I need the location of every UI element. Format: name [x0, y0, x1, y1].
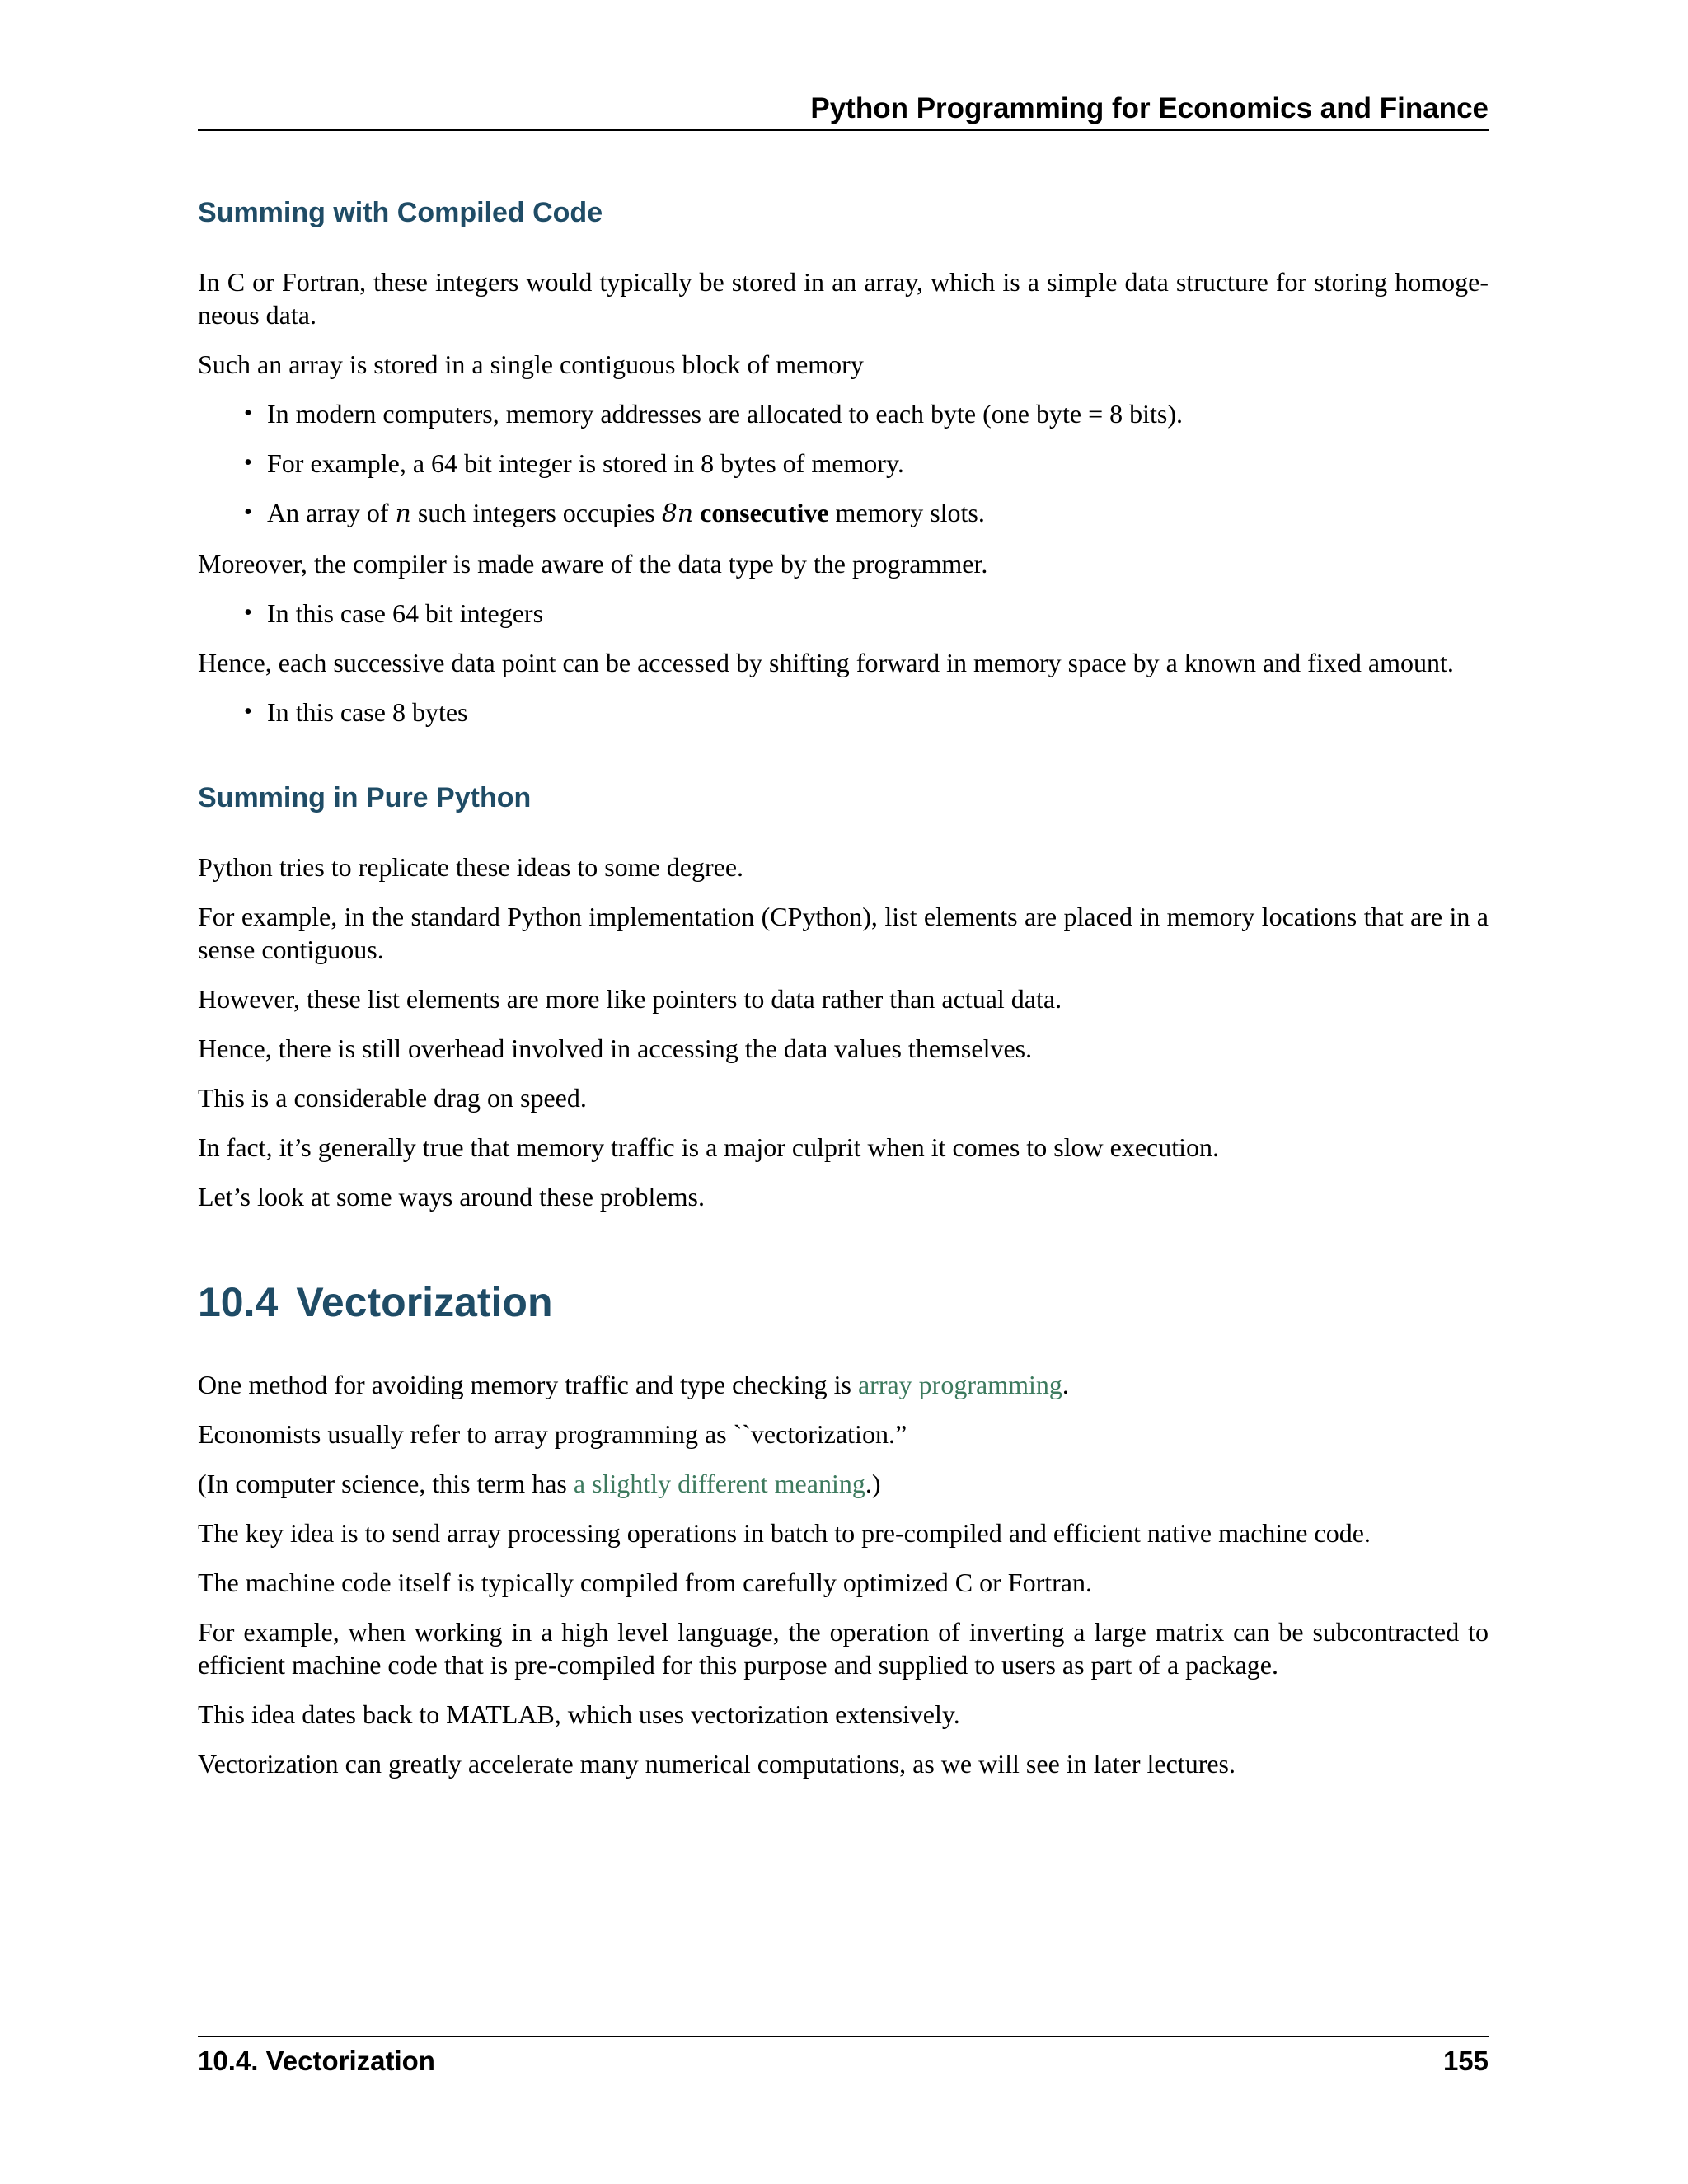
paragraph: Let’s look at some ways around these problems.	[198, 1182, 705, 1212]
footer-rule	[198, 2036, 1489, 2037]
subsection-heading-compiled: Summing with Compiled Code	[198, 197, 603, 228]
math-var-8n: 8n	[661, 499, 694, 528]
section-title: Vectorization	[296, 1279, 553, 1325]
list-item: • In this case 64 bit integers	[244, 598, 544, 628]
main-content	[198, 194, 1489, 1797]
paragraph: (In computer science, this term has a slightly different meaning.)	[198, 1469, 881, 1498]
paragraph: Hence, each successive data point can be accessed by shifting forward in memory space by a known and fixed amount.	[198, 648, 1454, 677]
page-number: 155	[1442, 2046, 1489, 2076]
bullet-icon: •	[244, 450, 252, 476]
list-item: • For example, a 64 bit integer is stored in 8 bytes of memory.	[244, 448, 904, 478]
paragraph: Python tries to replicate these ideas to some degree.	[198, 852, 744, 882]
bullet-list	[198, 696, 1489, 729]
bullet-icon: •	[244, 600, 252, 626]
paragraph: One method for avoiding memory traffic and type checking is array programming.	[198, 1370, 1069, 1399]
section-heading	[198, 1277, 1489, 1327]
bullet-icon: •	[244, 499, 252, 525]
paragraph: Moreover, the compiler is made aware of the data type by the programmer.	[198, 549, 988, 579]
paragraph: Economists usually refer to array programming as ``vectorization.”	[198, 1419, 907, 1449]
running-header: Python Programming for Economics and Finance	[810, 92, 1489, 124]
paragraph: This is a considerable drag on speed.	[198, 1083, 587, 1113]
bullet-icon: •	[244, 401, 252, 426]
paragraph: This idea dates back to MATLAB, which uses vectorization extensively.	[198, 1699, 960, 1729]
paragraph: The key idea is to send array processing operations in batch to pre-compiled and efficient native machine code.	[198, 1518, 1371, 1548]
math-var-n: n	[395, 499, 411, 528]
paragraph: Vectorization can greatly accelerate many numerical computations, as we will see in later lectures.	[198, 1749, 1236, 1779]
paragraph: In C or Fortran, these integers would typically be stored in an array, which is a simple data structure for storing homoge-neous data.	[198, 267, 1489, 330]
header-rule	[198, 129, 1489, 131]
different-meaning-link[interactable]: a slightly different meaning	[573, 1469, 865, 1498]
array-programming-link[interactable]: array programming	[857, 1370, 1062, 1399]
paragraph: Hence, there is still overhead involved in accessing the data values themselves.	[198, 1033, 1033, 1063]
list-item: • An array of n such integers occupies 8n consecutive memory slots.	[244, 498, 985, 528]
paragraph: However, these list elements are more like pointers to data rather than actual data.	[198, 984, 1062, 1014]
bullet-list	[198, 397, 1489, 531]
subsection-heading-pure-python: Summing in Pure Python	[198, 782, 532, 813]
paragraph: Such an array is stored in a single contiguous block of memory	[198, 349, 864, 379]
paragraph: For example, in the standard Python implementation (CPython), list elements are placed in memory locations that are in a sense contiguous.	[198, 902, 1489, 964]
paragraph: In fact, it’s generally true that memory traffic is a major culprit when it comes to slow execution.	[198, 1132, 1220, 1162]
paragraph: For example, when working in a high level language, the operation of inverting a large matrix can be subcontracted to efficient machine code that is pre-compiled for this purpose and supplied to users as part of a package.	[198, 1617, 1489, 1680]
bullet-list	[198, 597, 1489, 630]
bullet-icon: •	[244, 699, 252, 724]
list-item: • In modern computers, memory addresses are allocated to each byte (one byte = 8 bits).	[244, 399, 1183, 429]
section-number: 10.4	[198, 1279, 279, 1325]
list-item: • In this case 8 bytes	[244, 697, 468, 727]
bold-term: consecutive	[700, 498, 829, 527]
footer-section-label: 10.4. Vectorization	[198, 2046, 435, 2076]
paragraph: The machine code itself is typically compiled from carefully optimized C or Fortran.	[198, 1568, 1092, 1597]
